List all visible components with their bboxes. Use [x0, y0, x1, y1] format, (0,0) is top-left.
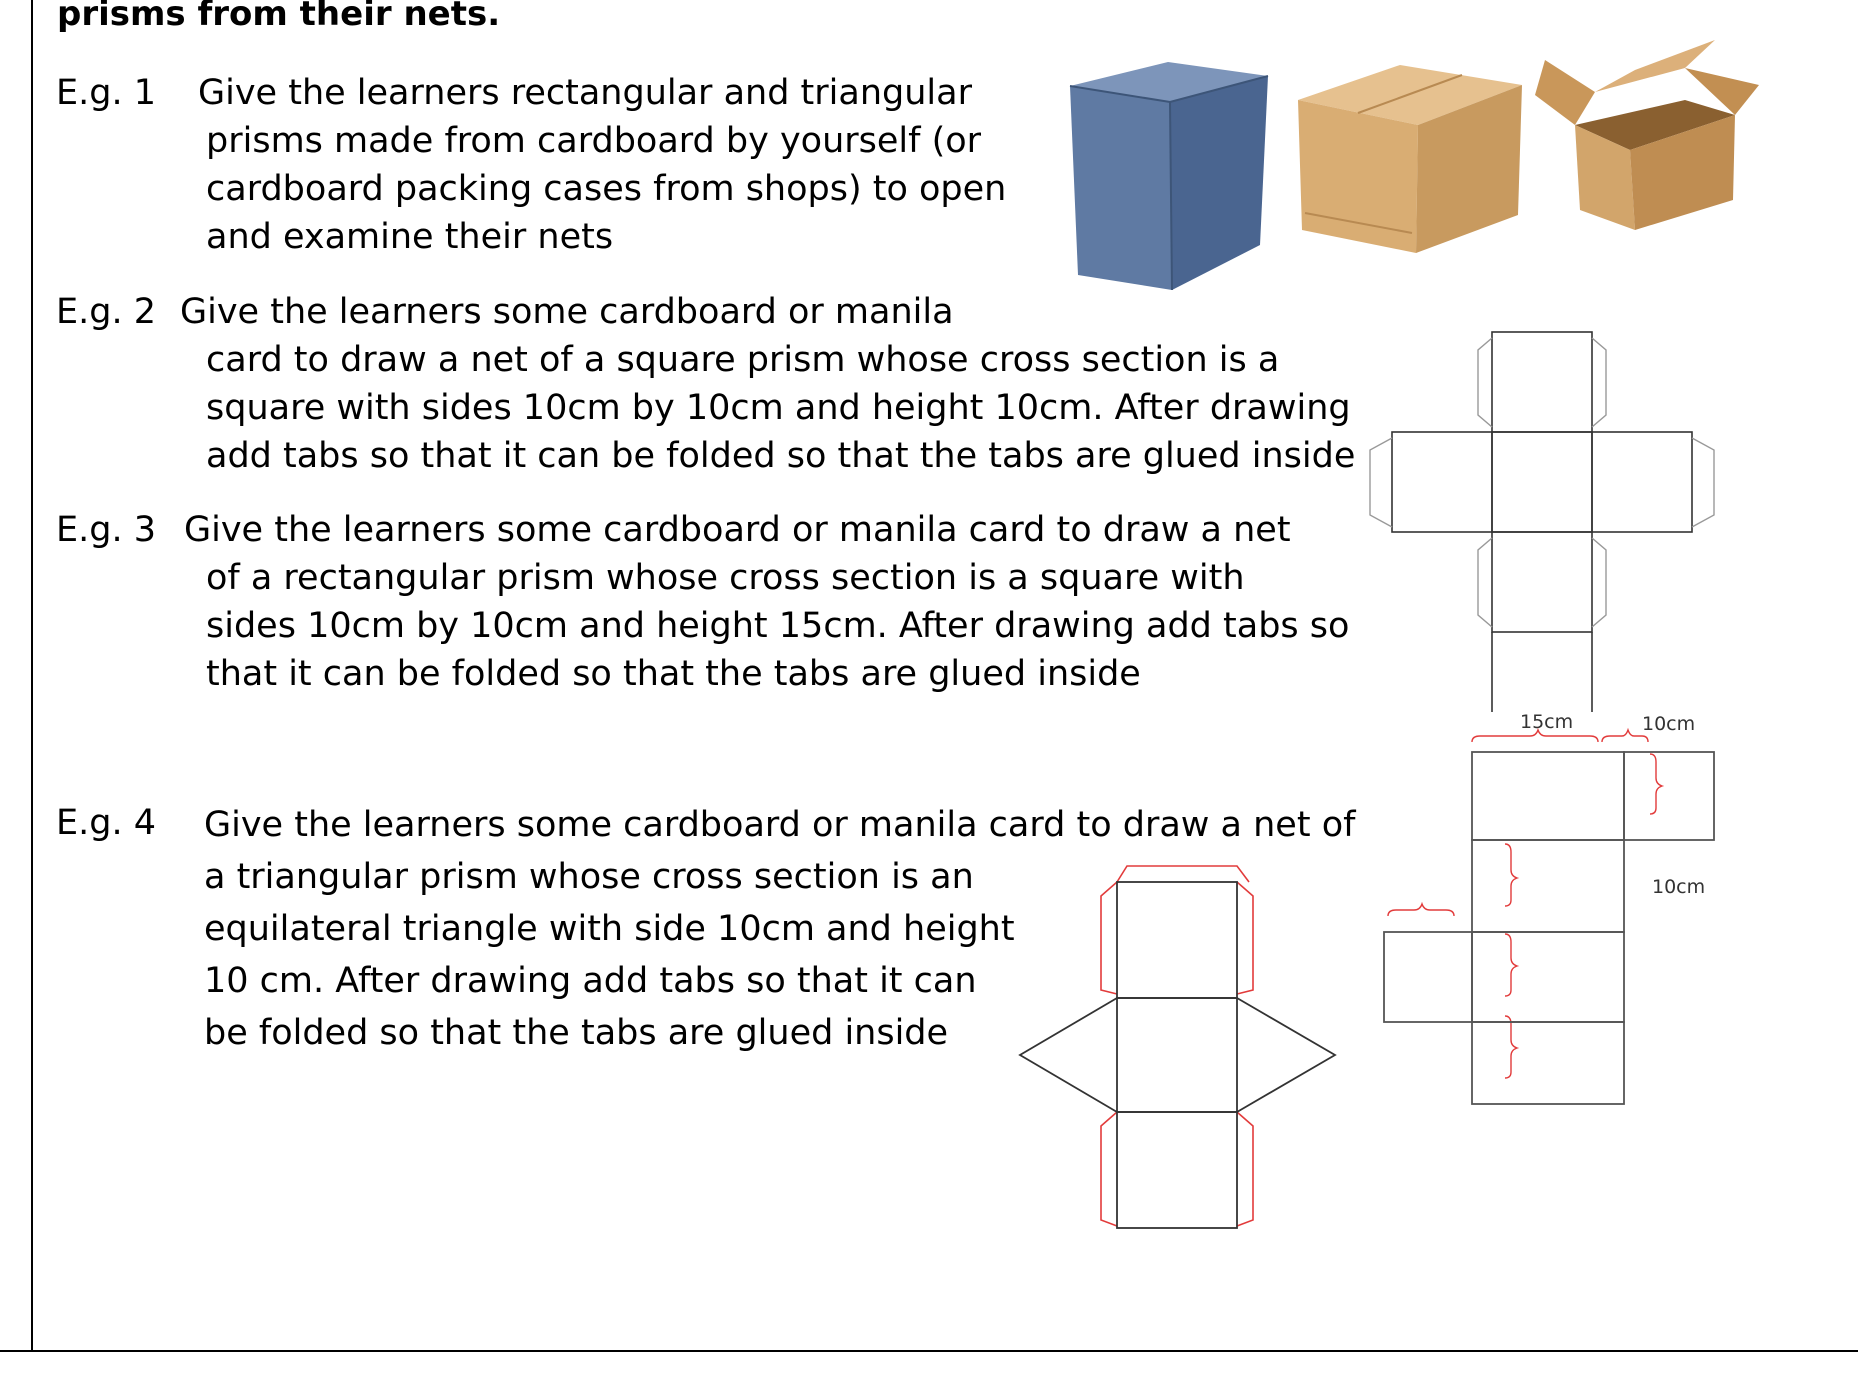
- example-1-text: [198, 69, 972, 117]
- section-heading: prisms from their nets.: [57, 0, 501, 34]
- example-2-text: [180, 288, 954, 336]
- square-prism-net-diagram: [1360, 320, 1730, 715]
- cardboard-box-open-photo: [1535, 40, 1765, 235]
- example-1-line-2: prisms made from cardboard by yourself (or: [206, 121, 982, 161]
- example-1-text-cont: [206, 117, 1006, 261]
- example-1-line-4: and examine their nets: [206, 217, 614, 257]
- example-3-label: E.g. 3: [56, 510, 156, 550]
- example-3-line-4: that it can be folded so that the tabs are glued inside: [206, 654, 1141, 694]
- example-3-line-3: sides 10cm by 10cm and height 15cm. After drawing add tabs so: [206, 606, 1350, 646]
- example-1-line-1: Give the learners rectangular and triangular: [198, 73, 972, 113]
- cardboard-box-closed-photo: [1290, 55, 1530, 255]
- example-2-line-1: Give the learners some cardboard or manila: [180, 292, 954, 332]
- dimension-label-10cm-top: 10cm: [1642, 713, 1696, 735]
- example-2-line-3: square with sides 10cm by 10cm and height 10cm. After drawing: [206, 388, 1351, 428]
- example-3-line-2: of a rectangular prism whose cross section is a square with: [206, 558, 1245, 598]
- frame-left-border: [31, 0, 33, 1352]
- example-3-text: [184, 506, 1291, 554]
- example-2-label: E.g. 2: [56, 292, 156, 332]
- rectangular-prism-net-diagram: [1380, 710, 1740, 1105]
- example-3-line-1: Give the learners some cardboard or manila card to draw a net: [184, 510, 1291, 550]
- frame-bottom-border: [0, 1350, 1858, 1352]
- example-4-line-5: be folded so that the tabs are glued inside: [204, 1013, 949, 1053]
- example-1-label: E.g. 1: [56, 73, 156, 113]
- example-4-label: E.g. 4: [56, 803, 156, 843]
- example-2-line-2: card to draw a net of a square prism whose cross section is a: [206, 340, 1280, 380]
- triangular-prism-net-diagram: [1015, 862, 1345, 1234]
- example-4-line-2: a triangular prism whose cross section is an: [204, 857, 974, 897]
- example-2-line-4: add tabs so that it can be folded so that the tabs are glued inside: [206, 436, 1356, 476]
- example-1-line-3: cardboard packing cases from shops) to open: [206, 169, 1007, 209]
- example-4-line-3: equilateral triangle with side 10cm and height: [204, 909, 1015, 949]
- triangular-prism-photo: [1060, 50, 1280, 295]
- dimension-label-10cm-side: 10cm: [1652, 876, 1706, 898]
- dimension-label-15cm: 15cm: [1520, 711, 1574, 733]
- example-3-text-cont: [206, 554, 1349, 698]
- example-4-line-1: Give the learners some cardboard or manila card to draw a net of: [204, 805, 1356, 845]
- example-2-text-cont: [206, 336, 1355, 480]
- example-4-line-4: 10 cm. After drawing add tabs so that it can: [204, 961, 977, 1001]
